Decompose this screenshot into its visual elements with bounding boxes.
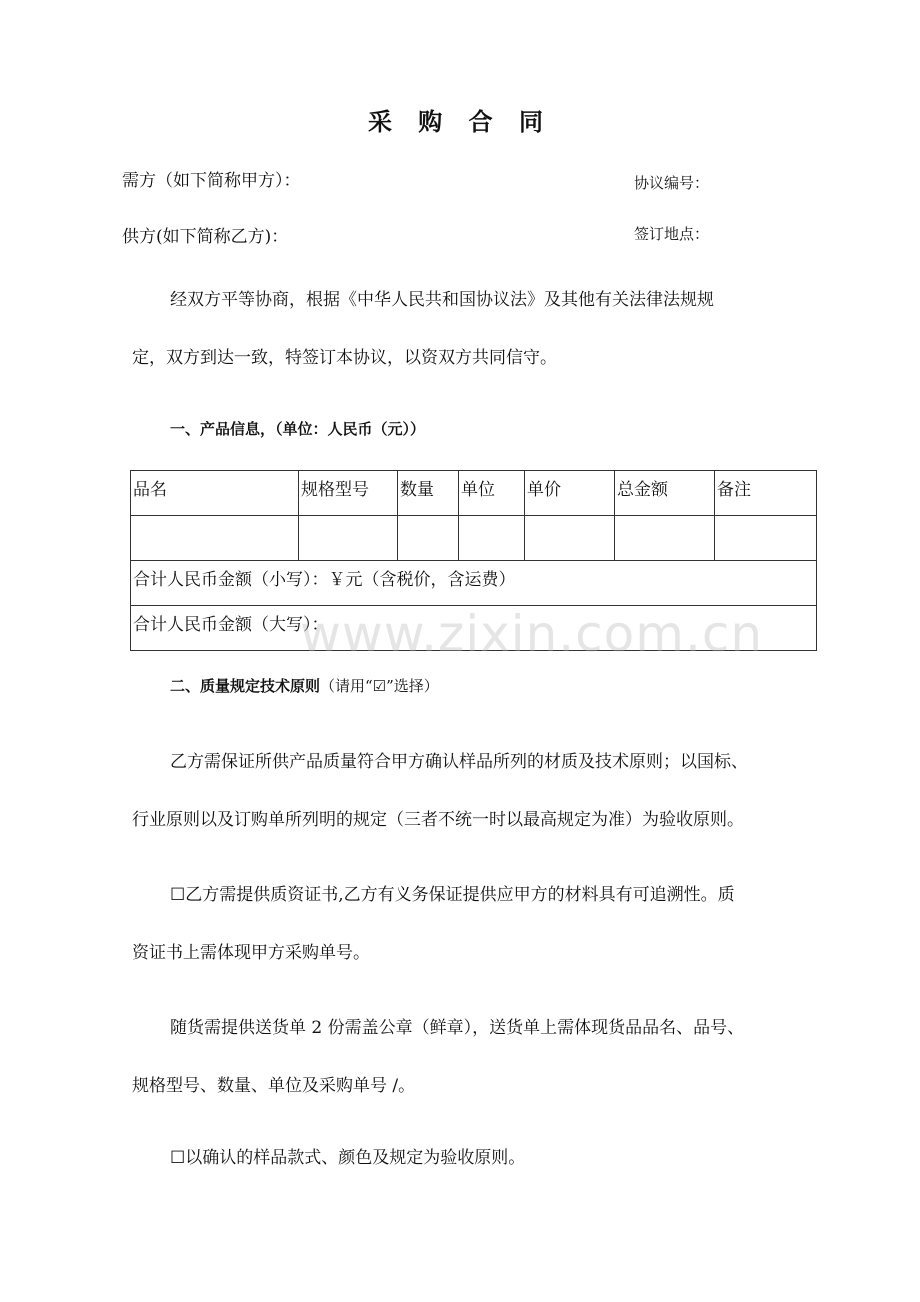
intro-paragraph-line2: 定，双方到达一致，特签订本协议，以资双方共同信守。	[132, 348, 557, 368]
header-remarks: 备注	[715, 471, 817, 516]
section2-heading	[170, 675, 439, 696]
table-row	[131, 516, 817, 561]
section2-heading-title: 二、质量规定技术原则	[170, 677, 321, 695]
cell-remarks[interactable]	[715, 516, 817, 561]
seller-label: 供方(如下简称乙方)：	[122, 227, 289, 247]
watermark: www.zixin.com.cn	[300, 605, 764, 663]
section1-heading: 一、产品信息，（单位：人民币（元））	[170, 420, 426, 438]
sign-place-label: 签订地点：	[634, 225, 710, 243]
intro-paragraph-line1: 经双方平等协商，根据《中华人民共和国协议法》及其他有关法律法规规	[170, 290, 714, 310]
header-unit-price: 单价	[525, 471, 615, 516]
quality-paragraph1-line1: 乙方需保证所供产品质量符合甲方确认样品所列的材质及技术原则；以国标、	[170, 752, 748, 772]
cell-quantity[interactable]	[398, 516, 459, 561]
total-amount-small: 合计人民币金额（小写）：￥元（含税价，含运费）	[131, 561, 817, 606]
header-quantity: 数量	[398, 471, 459, 516]
cell-unit-price[interactable]	[525, 516, 615, 561]
product-table	[130, 470, 817, 651]
agreement-number-label: 协议编号：	[634, 174, 710, 192]
section2-heading-note: （请用“☑”选择）	[320, 677, 439, 695]
header-spec-model: 规格型号	[299, 471, 398, 516]
table-total-big-row	[131, 606, 817, 651]
cell-total-amount[interactable]	[615, 516, 715, 561]
delivery-paragraph-line1: 随货需提供送货单 2 份需盖公章（鲜章），送货单上需体现货品品名、品号、	[170, 1018, 745, 1038]
cell-unit[interactable]	[459, 516, 525, 561]
delivery-paragraph-line2: 规格型号、数量、单位及采购单号 /。	[132, 1076, 416, 1096]
header-product-name: 品名	[131, 471, 299, 516]
table-total-small-row	[131, 561, 817, 606]
quality-paragraph1-line2: 行业原则以及订购单所列明的规定（三者不统一时以最高规定为准）为验收原则。	[132, 810, 744, 830]
total-amount-big: 合计人民币金额（大写）：	[131, 606, 817, 651]
buyer-label: 需方（如下简称甲方）：	[122, 171, 301, 191]
certificate-option-line2: 资证书上需体现甲方采购单号。	[132, 943, 370, 963]
header-unit: 单位	[459, 471, 525, 516]
table-header-row	[131, 471, 817, 516]
header-total-amount: 总金额	[615, 471, 715, 516]
document-title: 采 购 合 同	[367, 107, 553, 136]
cell-spec-model[interactable]	[299, 516, 398, 561]
certificate-option-line1[interactable]: ☐乙方需提供质资证书,乙方有义务保证提供应甲方的材料具有可追溯性。质	[170, 885, 735, 905]
cell-product-name[interactable]	[131, 516, 299, 561]
sample-option-line[interactable]: ☐以确认的样品款式、颜色及规定为验收原则。	[170, 1148, 526, 1168]
